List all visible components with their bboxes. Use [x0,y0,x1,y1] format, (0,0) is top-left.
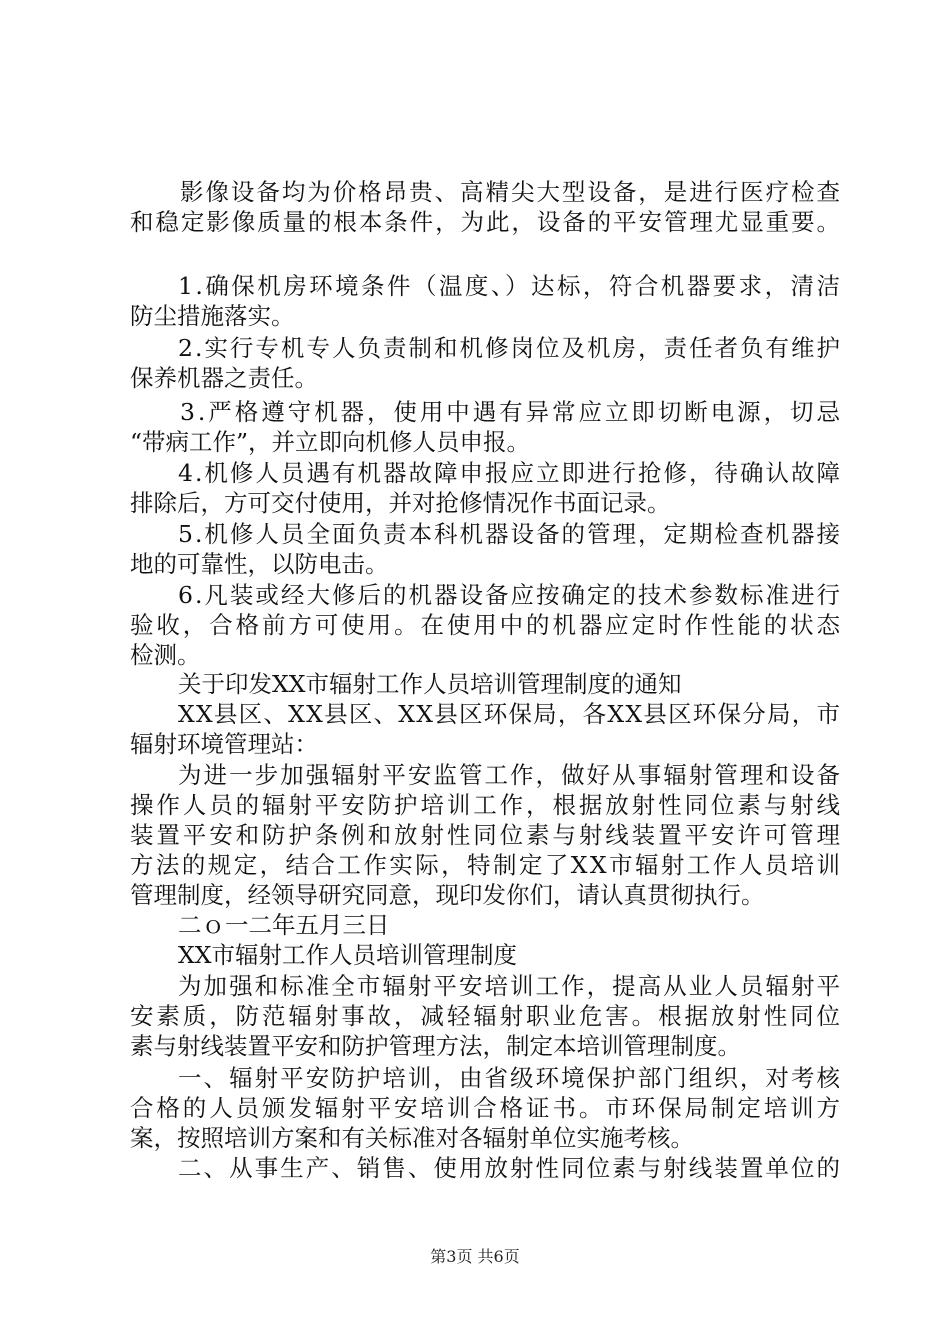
text-line: 保养机器之责任。 [130,364,318,392]
text-line: 6.凡装或经大修后的机器设备应按确定的技术参数标准进行 [178,581,843,609]
text-line: 1.确保机房环境条件（温度、）达标，符合机器要求，清洁 [178,272,843,300]
page-footer: 第3页 共6页 [430,1247,520,1266]
text-line: 二、从事生产、销售、使用放射性同位素与射线装置单位的 [178,1154,843,1182]
text-line: XX市辐射工作人员培训管理制度 [178,941,517,969]
text-line: 案，按照培训方案和有关标准对各辐射单位实施考核。 [130,1124,694,1152]
text-line: 排除后，方可交付使用，并对抢修情况作书面记录。 [130,489,671,517]
text-line: 和稳定影像质量的根本条件，为此，设备的平安管理尤显重要。 [130,208,842,236]
text-line: 合格的人员颁发辐射平安培训合格证书。市环保局制定培训方 [130,1094,843,1122]
text-line: 防尘措施落实。 [130,302,295,330]
text-line: 二ｏ一二年五月三日 [178,911,390,939]
text-line: 辐射环境管理站： [130,730,318,758]
text-line: 素与射线装置平安和防护管理方法，制定本培训管理制度。 [130,1032,741,1060]
text-line: 一、辐射平安防护培训，由省级环境保护部门组织，对考核 [178,1064,843,1092]
text-line: 安素质，防范辐射事故，减轻辐射职业危害。根据放射性同位 [130,1002,843,1030]
text-line: 3.严格遵守机器，使用中遇有异常应立即切断电源，切忌 [180,398,843,426]
text-line: 2.实行专机专人负责制和机修岗位及机房，责任者负有维护 [178,334,843,362]
text-line: 地的可靠性，以防电击。 [130,550,389,578]
text-line: 为进一步加强辐射平安监管工作，做好从事辐射管理和设备 [178,761,843,789]
text-line: 操作人员的辐射平安防护培训工作，根据放射性同位素与射线 [130,791,843,819]
text-line: 装置平安和防护条例和放射性同位素与射线装置平安许可管理 [130,821,843,849]
text-line: 为加强和标准全市辐射平安培训工作，提高从业人员辐射平 [178,972,843,1000]
text-line: 5.机修人员全面负责本科机器设备的管理，定期检查机器接 [178,520,843,548]
text-line: 检测。 [130,641,201,669]
text-line: 管理制度，经领导研究同意，现印发你们，请认真贯彻执行。 [130,881,765,909]
text-line: “带病工作”，并立即向机修人员申报。 [130,428,531,456]
text-line: 4.机修人员遇有机器故障申报应立即进行抢修，待确认故障 [178,459,843,487]
text-line: 关于印发XX市辐射工作人员培训管理制度的通知 [178,670,682,698]
text-line: 验收，合格前方可使用。在使用中的机器应定时作性能的状态 [130,611,843,639]
text-line: 影像设备均为价格昂贵、高精尖大型设备，是进行医疗检查 [180,178,842,206]
text-line: 方法的规定，结合工作实际，特制定了XX市辐射工作人员培训 [130,851,843,879]
text-line: XX县区、XX县区、XX县区环保局，各XX县区环保分局，市 [178,700,842,728]
